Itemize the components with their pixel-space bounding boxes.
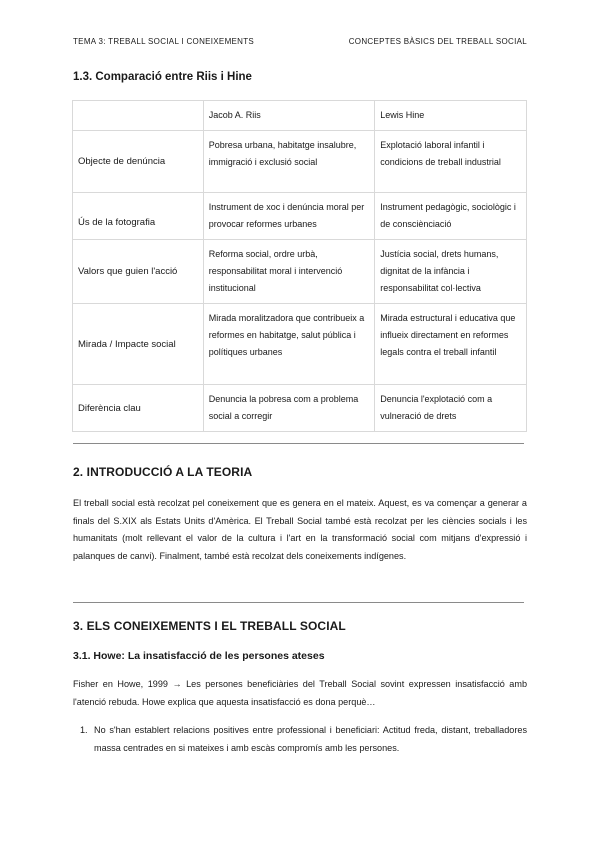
table-row	[73, 193, 527, 240]
row-label: Diferència clau	[73, 385, 204, 432]
numbered-list	[73, 721, 527, 757]
hine-cell: Denuncia l'explotació com a vulneració de drets	[375, 385, 527, 432]
list-item-text: No s'han establert relacions positives entre professional i beneficiari: Actitud freda, distant, treballadores massa centrades en si mateixes i amb escàs compromís amb les persones.	[94, 725, 527, 753]
table-header-cell: Jacob A. Riis	[203, 101, 375, 131]
subsection-3-1-title: 3.1. Howe: La insatisfacció de les persones ateses	[73, 650, 325, 662]
section-1-3-title: 1.3. Comparació entre Riis i Hine	[73, 71, 252, 83]
table-row	[73, 385, 527, 432]
row-label: Valors que guien l'acció	[73, 240, 204, 304]
subsection-3-1-paragraph: Fisher en Howe, 1999 → Les persones beneficiàries del Treball Social sovint expressen insatisfacció amb l'atenció rebuda. Howe explica que aquesta insatisfacció es dona perquè…	[73, 679, 527, 707]
riis-cell: Instrument de xoc i denúncia moral per provocar reformes urbanes	[203, 193, 375, 240]
section-2-title: 2. INTRODUCCIÓ A LA TEORIA	[73, 465, 253, 479]
header-left: TEMA 3: TREBALL SOCIAL I CONEIXEMENTS	[73, 37, 255, 46]
comparison-table	[72, 100, 527, 432]
row-label: Mirada / Impacte social	[73, 304, 204, 385]
list-item-number: 1.	[80, 725, 88, 735]
section-3-title: 3. ELS CONEIXEMENTS I EL TREBALL SOCIAL	[73, 619, 346, 633]
header-right: CONCEPTES BÀSICS DEL TREBALL SOCIAL	[348, 37, 527, 46]
table-header-cell: Lewis Hine	[375, 101, 527, 131]
table-header-cell	[73, 101, 204, 131]
horizontal-divider	[73, 443, 524, 444]
hine-cell: Instrument pedagògic, sociològic i de consciènciació	[375, 193, 527, 240]
horizontal-divider	[73, 602, 524, 603]
row-label: Objecte de denúncia	[73, 131, 204, 193]
hine-cell: Justícia social, drets humans, dignitat de la infància i responsabilitat col·lectiva	[375, 240, 527, 304]
table-header-row	[73, 101, 527, 131]
table-row	[73, 304, 527, 385]
riis-cell: Pobresa urbana, habitatge insalubre, immigració i exclusió social	[203, 131, 375, 193]
riis-cell: Denuncia la pobresa com a problema social a corregir	[203, 385, 375, 432]
hine-cell: Explotació laboral infantil i condicions de treball industrial	[375, 131, 527, 193]
running-header	[73, 37, 527, 46]
table-row	[73, 240, 527, 304]
table-row	[73, 131, 527, 193]
riis-cell: Mirada moralitzadora que contribueix a reformes en habitatge, salut pública i polítiques urbanes	[203, 304, 375, 385]
row-label: Ús de la fotografia	[73, 193, 204, 240]
section-2-paragraph: El treball social està recolzat pel coneixement que es genera en el mateix. Aquest, es va començar a generar a finals del S.XIX als Estats Units d'Amèrica. El Treball Social també està recolzat per les ciències socials i les humanitats (molt rellevant el valor de la cultura i l'art en la transformació social com mitjans d'expressió i palanques de canvi). Finalment, també està recolzat dels coneixements indígenes.	[73, 498, 527, 561]
list-item	[73, 721, 527, 757]
riis-cell: Reforma social, ordre urbà, responsabilitat moral i intervenció institucional	[203, 240, 375, 304]
hine-cell: Mirada estructural i educativa que influeix directament en reformes legals contra el treball infantil	[375, 304, 527, 385]
